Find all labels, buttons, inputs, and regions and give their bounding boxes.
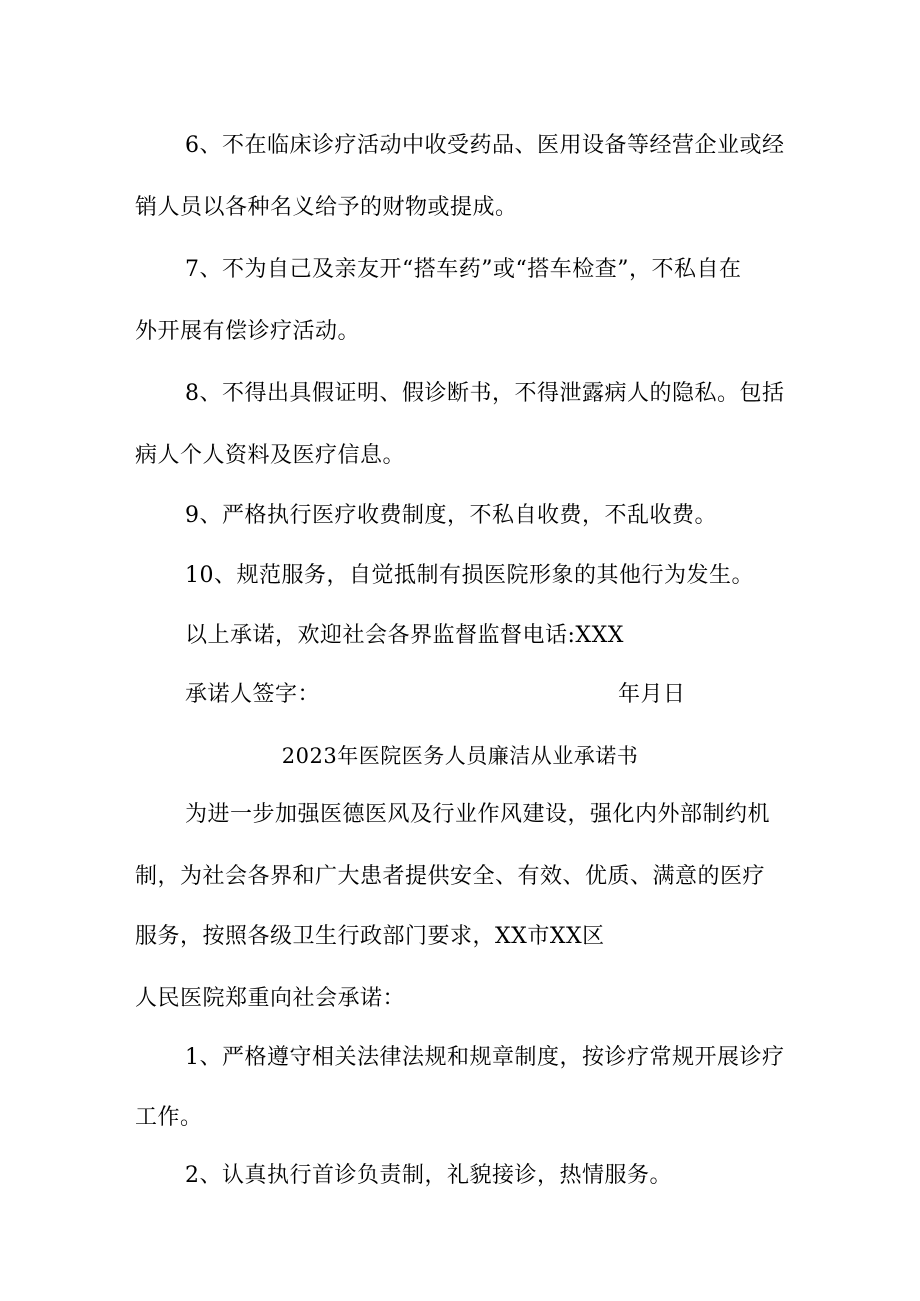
signature-date: 年月日 bbox=[618, 682, 686, 707]
second-document-title: 2023年医院医务人员廉洁从业承诺书 bbox=[281, 744, 639, 768]
supervision-line: 以上承诺，欢迎社会各界监督监督电话:XXX bbox=[185, 623, 624, 648]
item-8-line-1: 8、不得出具假证明、假诊断书，不得泄露病人的隐私。包括 bbox=[185, 381, 785, 406]
commitment-1-line-2: 工作。 bbox=[135, 1105, 203, 1130]
item-10: 10、规范服务，自觉抵制有损医院形象的其他行为发生。 bbox=[185, 563, 754, 588]
intro-line-4: 人民医院郑重向社会承诺： bbox=[135, 986, 406, 1011]
commitment-1-line-1: 1、严格遵守相关法律法规和规章制度，按诊疗常规开展诊疗 bbox=[185, 1045, 785, 1070]
signature-label: 承诺人签字： bbox=[185, 682, 321, 707]
item-8-line-2: 病人个人资料及医疗信息。 bbox=[135, 443, 406, 468]
item-9: 9、严格执行医疗收费制度，不私自收费，不乱收费。 bbox=[185, 503, 717, 528]
item-7-line-2: 外开展有偿诊疗活动。 bbox=[135, 319, 361, 344]
intro-line-3: 服务，按照各级卫生行政部门要求，XX市XX区 bbox=[135, 924, 605, 949]
intro-line-1: 为进一步加强医德医风及行业作风建设，强化内外部制约机 bbox=[185, 802, 771, 827]
item-6-line-1: 6、不在临床诊疗活动中收受药品、医用设备等经营企业或经 bbox=[185, 133, 785, 158]
commitment-2: 2、认真执行首诊负责制，礼貌接诊，热情服务。 bbox=[185, 1163, 672, 1188]
item-7-line-1: 7、不为自己及亲友开“搭车药”或“搭车检查”，不私自在 bbox=[185, 257, 742, 282]
item-6-line-2: 销人员以各种名义给予的财物或提成。 bbox=[135, 195, 518, 220]
intro-line-2: 制，为社会各界和广大患者提供安全、有效、优质、满意的医疗 bbox=[135, 864, 766, 889]
